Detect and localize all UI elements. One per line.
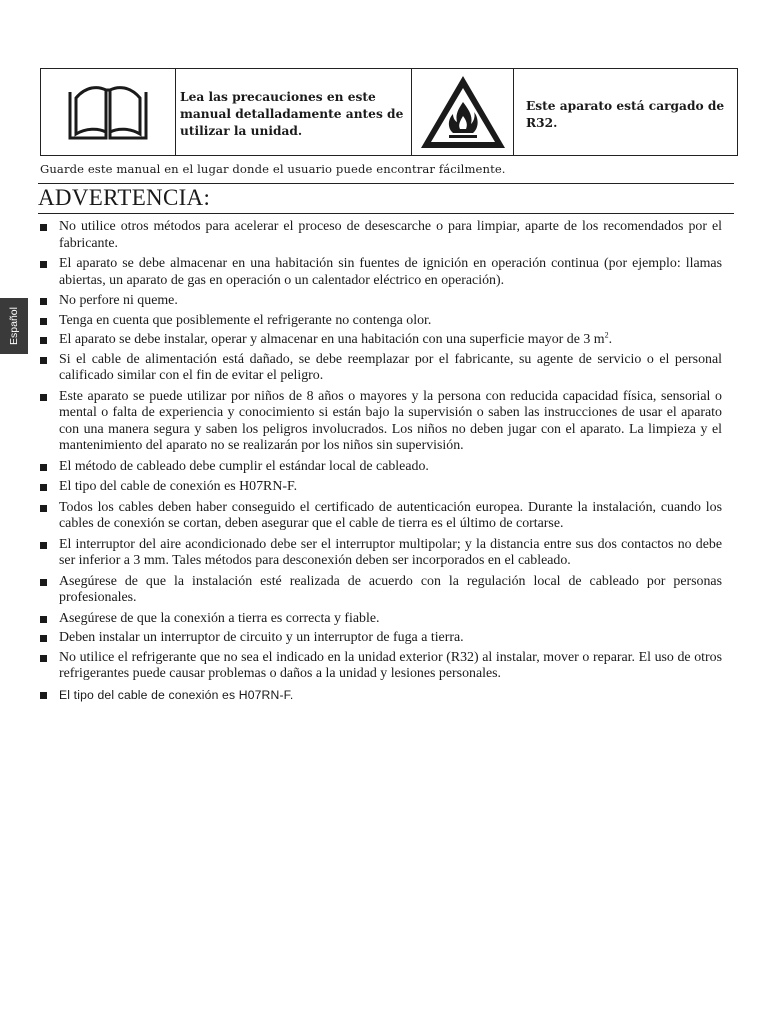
warning-item: El aparato se debe almacenar en una habitación sin fuentes de ignición en operación continua (por ejemplo: llamas abiertas, un aparato de gas en operación o un calentador eléctrico en operación). [40, 256, 722, 289]
warning-item: Deben instalar un interruptor de circuito y un interruptor de fuga a tierra. [40, 630, 722, 647]
bullet-square [40, 579, 47, 586]
language-tab-label: Español [8, 307, 21, 345]
warning-item: Todos los cables deben haber conseguido el certificado de autenticación europea. Durante la instalación, cuando los cables de conexión se cortan, deben asegurar que el cable de tierra es el último de cortarse. [40, 500, 722, 533]
bullet-square [40, 655, 47, 662]
flammable-warning-icon [417, 72, 509, 152]
warning-item: No utilice el refrigerante que no sea el indicado en la unidad exterior (R32) al instalar, mover o reparar. El uso de otros refrigerantes puede causar problemas o daños a la unidad y lesiones personales. [40, 650, 722, 683]
warning-list [40, 219, 722, 707]
read-precautions-text: Lea las precauciones en este manual detalladamente antes de utilizar la unidad. [176, 69, 412, 155]
warning-item: Asegúrese de que la instalación esté realizada de acuerdo con la regulación local de cableado por personas profesionales. [40, 574, 722, 607]
refrigerant-notice-text: Este aparato está cargado de R32. [526, 99, 725, 130]
bullet-square [40, 505, 47, 512]
open-book-icon [66, 80, 150, 144]
bullet-square [40, 298, 47, 305]
warning-item: Este aparato se puede utilizar por niños de 8 años o mayores y la persona con reducida capacidad física, sensorial o mental o falta de experiencia y conocimiento si están bajo la supervisión o saben las instrucciones de usar el aparato con una manera segura y saben los peligros involucrados. Los niños no deben jugar con el aparato. La limpieza y el mantenimiento del aparato no se realizarán por los niños sin supervisión. [40, 389, 722, 455]
warning-item: No utilice otros métodos para acelerar el proceso de desescarche o para limpiar, aparte de los recomendados por el fabricante. [40, 219, 722, 252]
bullet-square [40, 337, 47, 344]
warning-item: El aparato se debe instalar, operar y almacenar en una habitación con una superficie mayor de 3 $m^2$. [40, 332, 722, 349]
warning-item: Tenga en cuenta que posiblemente el refrigerante no contenga olor. [40, 313, 722, 330]
bullet-square [40, 692, 47, 699]
bullet-square [40, 542, 47, 549]
precautions-header-table [40, 68, 738, 156]
book-icon-cell [41, 69, 176, 155]
warning-item: El tipo del cable de conexión es H07RN-F. [40, 479, 722, 496]
divider-bottom [38, 213, 734, 214]
warning-item: El interruptor del aire acondicionado debe ser el interruptor multipolar; y la distancia entre sus dos contactos no debe ser inferior a 3 mm. Tales métodos para desconexión deben ser incorporados en el cableado. [40, 537, 722, 570]
bullet-square [40, 484, 47, 491]
language-tab [0, 298, 28, 354]
warning-item: No perfore ni queme. [40, 293, 722, 310]
keep-manual-note: Guarde este manual en el lugar donde el usuario puede encontrar fácilmente. [40, 162, 506, 176]
bullet-square [40, 261, 47, 268]
bullet-square [40, 394, 47, 401]
warning-title: ADVERTENCIA: [38, 185, 211, 210]
bullet-square [40, 318, 47, 325]
warning-item: El método de cableado debe cumplir el estándar local de cableado. [40, 459, 722, 476]
bullet-square [40, 616, 47, 623]
warning-item: El tipo del cable de conexión es H07RN-F. [40, 687, 722, 704]
flammable-icon-cell [412, 69, 514, 155]
area-superscript: 2 [604, 330, 609, 340]
warning-item: Si el cable de alimentación está dañado, se debe reemplazar por el fabricante, su agente de servicio o el personal calificado similar con el fin de evitar el peligro. [40, 352, 722, 385]
bullet-square [40, 224, 47, 231]
bullet-square [40, 357, 47, 364]
warning-item: Asegúrese de que la conexión a tierra es correcta y fiable. [40, 611, 722, 628]
bullet-square [40, 464, 47, 471]
bullet-square [40, 635, 47, 642]
